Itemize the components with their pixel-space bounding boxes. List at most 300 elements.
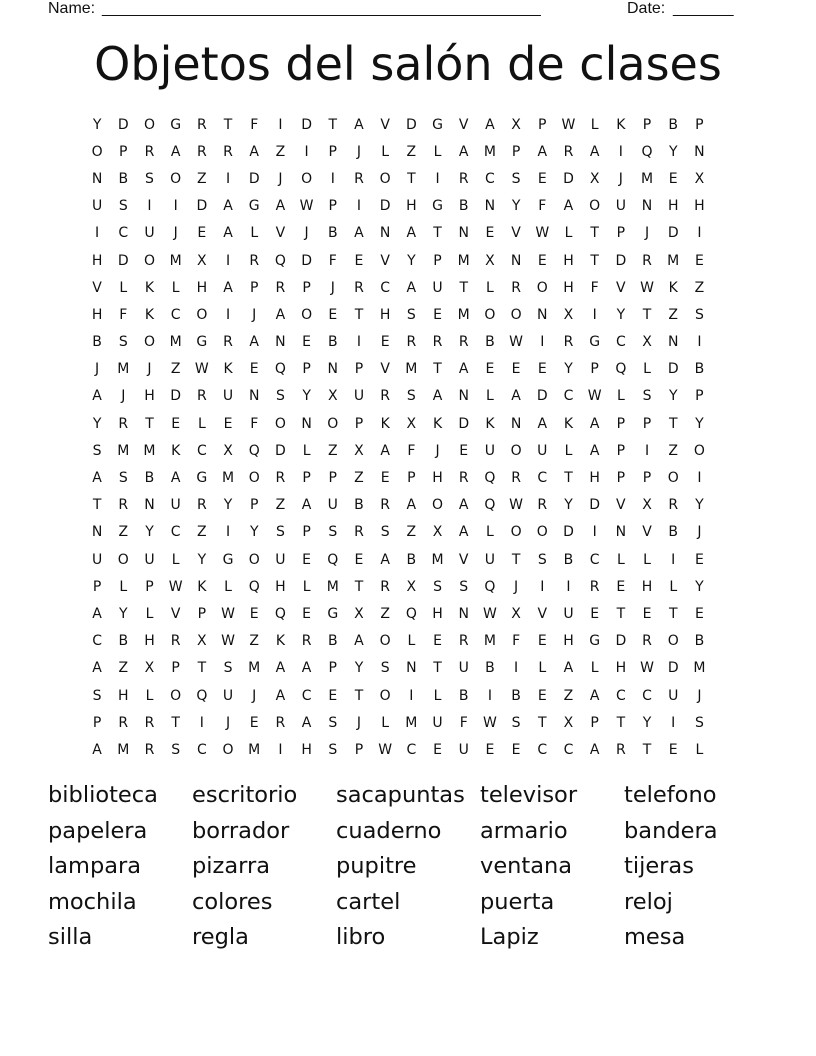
grid-cell[interactable]: T bbox=[642, 741, 652, 758]
grid-cell[interactable]: N bbox=[91, 170, 103, 187]
grid-cell[interactable]: P bbox=[616, 470, 626, 487]
grid-cell[interactable]: R bbox=[589, 578, 600, 595]
grid-cell[interactable]: I bbox=[330, 170, 335, 187]
grid-cell[interactable]: O bbox=[432, 497, 444, 514]
grid-cell[interactable]: Z bbox=[118, 660, 129, 677]
grid-cell[interactable]: L bbox=[119, 578, 128, 595]
grid-cell[interactable]: Q bbox=[248, 442, 260, 459]
grid-cell[interactable]: R bbox=[144, 741, 155, 758]
grid-cell[interactable]: Z bbox=[668, 442, 679, 459]
grid-cell[interactable]: O bbox=[248, 470, 260, 487]
grid-cell[interactable]: D bbox=[615, 633, 627, 650]
grid-cell[interactable]: D bbox=[563, 170, 574, 187]
grid-cell[interactable]: E bbox=[485, 361, 495, 378]
grid-cell[interactable]: W bbox=[194, 361, 209, 378]
grid-cell[interactable]: S bbox=[328, 741, 338, 758]
grid-cell[interactable]: P bbox=[171, 660, 180, 677]
grid-cell[interactable]: M bbox=[431, 551, 444, 568]
grid-cell[interactable]: A bbox=[485, 116, 495, 133]
grid-cell[interactable]: S bbox=[511, 170, 521, 187]
grid-cell[interactable]: Q bbox=[484, 578, 496, 595]
grid-cell[interactable]: A bbox=[275, 687, 286, 704]
grid-cell[interactable]: K bbox=[171, 442, 181, 459]
grid-cell[interactable]: Y bbox=[145, 524, 154, 541]
grid-cell[interactable]: I bbox=[514, 660, 519, 677]
grid-cell[interactable]: E bbox=[694, 551, 704, 568]
grid-cell[interactable]: P bbox=[642, 470, 652, 487]
grid-cell[interactable]: O bbox=[222, 741, 234, 758]
grid-cell[interactable]: P bbox=[616, 415, 626, 432]
grid-cell[interactable]: O bbox=[510, 442, 522, 459]
grid-cell[interactable]: A bbox=[92, 605, 102, 622]
grid-cell[interactable]: N bbox=[275, 334, 286, 351]
grid-cell[interactable]: Q bbox=[615, 361, 627, 378]
grid-cell[interactable]: T bbox=[616, 714, 626, 731]
grid-cell[interactable]: Z bbox=[406, 143, 417, 160]
grid-cell[interactable]: V bbox=[458, 551, 469, 568]
grid-cell[interactable]: O bbox=[196, 306, 208, 323]
grid-cell[interactable]: U bbox=[484, 551, 496, 568]
grid-cell[interactable]: B bbox=[118, 170, 129, 187]
grid-cell[interactable]: C bbox=[589, 551, 600, 568]
grid-cell[interactable]: E bbox=[485, 225, 495, 242]
grid-cell[interactable]: T bbox=[407, 170, 416, 187]
grid-cell[interactable]: X bbox=[327, 388, 338, 405]
grid-cell[interactable]: X bbox=[642, 497, 652, 514]
grid-cell[interactable]: N bbox=[484, 198, 496, 215]
grid-cell[interactable]: R bbox=[249, 252, 260, 269]
grid-cell[interactable]: I bbox=[618, 143, 623, 160]
grid-cell[interactable]: I bbox=[225, 524, 231, 541]
grid-cell[interactable]: U bbox=[91, 551, 103, 568]
grid-cell[interactable]: X bbox=[694, 170, 705, 187]
grid-cell[interactable]: K bbox=[144, 306, 155, 323]
grid-cell[interactable]: H bbox=[432, 605, 443, 622]
grid-cell[interactable]: M bbox=[169, 334, 182, 351]
grid-cell[interactable]: B bbox=[327, 633, 338, 650]
grid-cell[interactable]: E bbox=[511, 741, 521, 758]
grid-cell[interactable]: E bbox=[380, 470, 390, 487]
grid-cell[interactable]: H bbox=[615, 660, 627, 677]
grid-cell[interactable]: L bbox=[486, 279, 494, 296]
grid-cell[interactable]: L bbox=[590, 116, 599, 133]
grid-cell[interactable]: P bbox=[538, 116, 547, 133]
grid-cell[interactable]: O bbox=[589, 198, 601, 215]
grid-cell[interactable]: L bbox=[564, 442, 573, 459]
grid-cell[interactable]: C bbox=[642, 687, 652, 704]
grid-cell[interactable]: R bbox=[642, 252, 652, 269]
grid-cell[interactable]: R bbox=[563, 334, 574, 351]
grid-cell[interactable]: V bbox=[380, 252, 390, 269]
grid-cell[interactable]: R bbox=[144, 143, 155, 160]
grid-cell[interactable]: O bbox=[379, 633, 391, 650]
grid-cell[interactable]: G bbox=[327, 605, 339, 622]
grid-cell[interactable]: E bbox=[354, 252, 364, 269]
grid-cell[interactable]: R bbox=[223, 143, 233, 160]
grid-cell[interactable]: L bbox=[145, 687, 154, 704]
grid-cell[interactable]: K bbox=[563, 415, 574, 432]
grid-cell[interactable]: U bbox=[432, 714, 443, 731]
grid-cell[interactable]: O bbox=[170, 170, 182, 187]
grid-cell[interactable]: D bbox=[405, 116, 417, 133]
grid-cell[interactable]: J bbox=[225, 714, 231, 731]
grid-cell[interactable]: H bbox=[118, 687, 129, 704]
grid-cell[interactable]: H bbox=[589, 470, 600, 487]
grid-cell[interactable]: H bbox=[144, 388, 155, 405]
grid-cell[interactable]: P bbox=[695, 116, 704, 133]
grid-cell[interactable]: Z bbox=[406, 524, 417, 541]
grid-cell[interactable]: F bbox=[407, 442, 416, 459]
grid-cell[interactable]: X bbox=[432, 524, 443, 541]
grid-cell[interactable]: I bbox=[356, 198, 362, 215]
grid-cell[interactable]: A bbox=[563, 198, 574, 215]
grid-cell[interactable]: L bbox=[564, 225, 573, 242]
grid-cell[interactable]: A bbox=[458, 143, 469, 160]
grid-cell[interactable]: L bbox=[407, 633, 416, 650]
grid-cell[interactable]: L bbox=[590, 660, 599, 677]
grid-cell[interactable]: X bbox=[563, 714, 574, 731]
grid-cell[interactable]: U bbox=[563, 605, 574, 622]
grid-cell[interactable]: R bbox=[380, 388, 391, 405]
grid-cell[interactable]: C bbox=[563, 741, 574, 758]
grid-cell[interactable]: T bbox=[590, 225, 599, 242]
grid-cell[interactable]: P bbox=[616, 225, 626, 242]
grid-cell[interactable]: W bbox=[221, 605, 235, 622]
grid-cell[interactable]: V bbox=[616, 279, 626, 296]
grid-cell[interactable]: I bbox=[225, 170, 231, 187]
grid-cell[interactable]: W bbox=[299, 198, 314, 215]
grid-cell[interactable]: A bbox=[301, 714, 312, 731]
grid-cell[interactable]: A bbox=[380, 551, 390, 568]
grid-cell[interactable]: V bbox=[380, 116, 390, 133]
grid-cell[interactable]: E bbox=[537, 170, 547, 187]
grid-cell[interactable]: I bbox=[592, 524, 597, 541]
grid-cell[interactable]: C bbox=[485, 170, 495, 187]
grid-cell[interactable]: R bbox=[406, 334, 417, 351]
grid-cell[interactable]: O bbox=[170, 687, 182, 704]
grid-cell[interactable]: Q bbox=[196, 687, 208, 704]
grid-cell[interactable]: O bbox=[379, 170, 391, 187]
grid-cell[interactable]: L bbox=[171, 551, 180, 568]
grid-cell[interactable]: S bbox=[459, 578, 469, 595]
grid-cell[interactable]: C bbox=[537, 470, 548, 487]
grid-cell[interactable]: M bbox=[326, 578, 339, 595]
grid-cell[interactable]: N bbox=[537, 306, 548, 323]
grid-cell[interactable]: E bbox=[537, 252, 547, 269]
grid-cell[interactable]: F bbox=[538, 198, 547, 215]
grid-cell[interactable]: J bbox=[121, 388, 126, 405]
grid-cell[interactable]: A bbox=[223, 225, 233, 242]
grid-cell[interactable]: J bbox=[95, 361, 100, 378]
grid-cell[interactable]: Y bbox=[302, 388, 311, 405]
grid-cell[interactable]: I bbox=[435, 170, 440, 187]
grid-cell[interactable]: I bbox=[304, 143, 309, 160]
grid-cell[interactable]: R bbox=[223, 334, 233, 351]
grid-cell[interactable]: X bbox=[144, 660, 155, 677]
grid-cell[interactable]: S bbox=[118, 470, 128, 487]
grid-cell[interactable]: S bbox=[433, 578, 442, 595]
grid-cell[interactable]: B bbox=[458, 198, 469, 215]
grid-cell[interactable]: E bbox=[433, 633, 442, 650]
grid-cell[interactable]: M bbox=[405, 714, 418, 731]
grid-cell[interactable]: P bbox=[407, 470, 416, 487]
grid-cell[interactable]: O bbox=[117, 551, 129, 568]
grid-cell[interactable]: D bbox=[196, 198, 208, 215]
grid-cell[interactable]: L bbox=[486, 524, 494, 541]
grid-cell[interactable]: P bbox=[302, 279, 311, 296]
grid-cell[interactable]: O bbox=[248, 551, 260, 568]
grid-cell[interactable]: Y bbox=[511, 198, 521, 215]
grid-cell[interactable]: R bbox=[354, 170, 364, 187]
grid-cell[interactable]: P bbox=[145, 578, 154, 595]
grid-cell[interactable]: Q bbox=[641, 143, 653, 160]
grid-cell[interactable]: I bbox=[644, 442, 650, 459]
grid-cell[interactable]: Q bbox=[274, 605, 286, 622]
grid-cell[interactable]: E bbox=[694, 605, 704, 622]
grid-cell[interactable]: X bbox=[563, 306, 574, 323]
grid-cell[interactable]: P bbox=[616, 442, 626, 459]
grid-cell[interactable]: S bbox=[145, 170, 154, 187]
grid-cell[interactable]: X bbox=[197, 633, 207, 650]
grid-cell[interactable]: L bbox=[302, 442, 311, 459]
grid-cell[interactable]: E bbox=[511, 361, 521, 378]
grid-cell[interactable]: R bbox=[563, 143, 574, 160]
grid-cell[interactable]: U bbox=[170, 497, 181, 514]
grid-cell[interactable]: J bbox=[435, 442, 440, 459]
grid-cell[interactable]: R bbox=[196, 497, 207, 514]
grid-cell[interactable]: H bbox=[641, 578, 653, 595]
grid-cell[interactable]: B bbox=[458, 687, 469, 704]
grid-cell[interactable]: M bbox=[143, 442, 156, 459]
grid-cell[interactable]: C bbox=[92, 633, 102, 650]
grid-cell[interactable]: G bbox=[589, 633, 601, 650]
grid-cell[interactable]: A bbox=[406, 279, 417, 296]
grid-cell[interactable]: P bbox=[249, 279, 259, 296]
grid-cell[interactable]: Z bbox=[668, 306, 679, 323]
grid-cell[interactable]: Y bbox=[249, 524, 259, 541]
grid-cell[interactable]: M bbox=[640, 170, 654, 187]
grid-cell[interactable]: L bbox=[538, 660, 547, 677]
grid-cell[interactable]: W bbox=[378, 741, 393, 758]
grid-cell[interactable]: L bbox=[643, 551, 651, 568]
grid-cell[interactable]: P bbox=[695, 388, 704, 405]
grid-cell[interactable]: Q bbox=[484, 497, 496, 514]
grid-cell[interactable]: E bbox=[380, 334, 390, 351]
grid-cell[interactable]: P bbox=[328, 198, 337, 215]
grid-cell[interactable]: T bbox=[171, 714, 180, 731]
grid-cell[interactable]: I bbox=[671, 551, 676, 568]
grid-cell[interactable]: A bbox=[458, 524, 469, 541]
grid-cell[interactable]: A bbox=[537, 143, 548, 160]
grid-cell[interactable]: B bbox=[354, 497, 364, 514]
grid-cell[interactable]: R bbox=[511, 470, 521, 487]
grid-cell[interactable]: T bbox=[511, 551, 521, 568]
grid-cell[interactable]: P bbox=[302, 361, 311, 378]
grid-cell[interactable]: R bbox=[458, 470, 469, 487]
grid-cell[interactable]: N bbox=[406, 660, 417, 677]
grid-cell[interactable]: E bbox=[354, 551, 364, 568]
grid-cell[interactable]: K bbox=[144, 279, 155, 296]
grid-cell[interactable]: P bbox=[433, 252, 442, 269]
grid-cell[interactable]: P bbox=[354, 415, 364, 432]
grid-cell[interactable]: A bbox=[589, 687, 600, 704]
grid-cell[interactable]: F bbox=[459, 714, 468, 731]
grid-cell[interactable]: T bbox=[538, 714, 547, 731]
grid-cell[interactable]: M bbox=[117, 442, 130, 459]
grid-cell[interactable]: B bbox=[511, 687, 521, 704]
grid-cell[interactable]: B bbox=[485, 334, 495, 351]
grid-cell[interactable]: H bbox=[275, 578, 286, 595]
grid-cell[interactable]: A bbox=[92, 470, 102, 487]
grid-cell[interactable]: N bbox=[458, 605, 469, 622]
grid-cell[interactable]: Q bbox=[327, 551, 339, 568]
grid-cell[interactable]: T bbox=[354, 687, 364, 704]
grid-cell[interactable]: S bbox=[380, 524, 390, 541]
grid-cell[interactable]: A bbox=[511, 388, 521, 405]
grid-cell[interactable]: L bbox=[119, 279, 128, 296]
grid-cell[interactable]: K bbox=[485, 415, 495, 432]
grid-cell[interactable]: A bbox=[275, 306, 286, 323]
grid-cell[interactable]: T bbox=[590, 252, 599, 269]
grid-cell[interactable]: A bbox=[301, 660, 312, 677]
grid-cell[interactable]: I bbox=[278, 741, 283, 758]
grid-cell[interactable]: S bbox=[694, 714, 704, 731]
grid-cell[interactable]: A bbox=[406, 497, 417, 514]
grid-cell[interactable]: A bbox=[92, 741, 102, 758]
grid-cell[interactable]: U bbox=[432, 279, 443, 296]
grid-cell[interactable]: U bbox=[458, 741, 469, 758]
grid-cell[interactable]: I bbox=[225, 252, 231, 269]
grid-cell[interactable]: A bbox=[92, 660, 102, 677]
grid-cell[interactable]: D bbox=[248, 170, 260, 187]
grid-cell[interactable]: T bbox=[145, 415, 154, 432]
grid-cell[interactable]: D bbox=[117, 116, 129, 133]
grid-cell[interactable]: W bbox=[482, 605, 497, 622]
grid-cell[interactable]: U bbox=[222, 388, 234, 405]
grid-cell[interactable]: W bbox=[640, 660, 654, 677]
grid-cell[interactable]: T bbox=[354, 578, 364, 595]
grid-cell[interactable]: X bbox=[223, 442, 233, 459]
grid-cell[interactable]: C bbox=[615, 334, 626, 351]
grid-cell[interactable]: A bbox=[406, 225, 417, 242]
grid-cell[interactable]: B bbox=[406, 551, 417, 568]
grid-cell[interactable]: J bbox=[514, 578, 519, 595]
grid-cell[interactable]: S bbox=[694, 306, 704, 323]
grid-cell[interactable]: N bbox=[458, 225, 469, 242]
grid-cell[interactable]: Y bbox=[407, 252, 416, 269]
grid-cell[interactable]: L bbox=[381, 143, 390, 160]
grid-cell[interactable]: G bbox=[589, 334, 601, 351]
grid-cell[interactable]: S bbox=[380, 660, 390, 677]
grid-cell[interactable]: A bbox=[275, 660, 286, 677]
grid-cell[interactable]: W bbox=[482, 714, 497, 731]
grid-cell[interactable]: S bbox=[406, 388, 416, 405]
grid-cell[interactable]: I bbox=[173, 198, 178, 215]
grid-cell[interactable]: G bbox=[196, 470, 208, 487]
grid-cell[interactable]: L bbox=[224, 578, 232, 595]
grid-cell[interactable]: W bbox=[509, 497, 524, 514]
grid-cell[interactable]: T bbox=[223, 116, 233, 133]
grid-cell[interactable]: I bbox=[540, 578, 545, 595]
grid-cell[interactable]: I bbox=[697, 470, 702, 487]
grid-cell[interactable]: P bbox=[328, 143, 337, 160]
grid-cell[interactable]: U bbox=[668, 687, 679, 704]
grid-cell[interactable]: N bbox=[615, 524, 627, 541]
grid-cell[interactable]: H bbox=[379, 306, 391, 323]
grid-cell[interactable]: P bbox=[328, 660, 337, 677]
grid-cell[interactable]: Q bbox=[484, 470, 496, 487]
grid-cell[interactable]: E bbox=[328, 687, 338, 704]
grid-cell[interactable]: X bbox=[354, 442, 364, 459]
grid-cell[interactable]: K bbox=[275, 633, 285, 650]
grid-cell[interactable]: E bbox=[302, 605, 312, 622]
grid-cell[interactable]: H bbox=[196, 279, 208, 296]
grid-cell[interactable]: A bbox=[354, 633, 364, 650]
grid-cell[interactable]: Y bbox=[616, 306, 626, 323]
grid-cell[interactable]: N bbox=[641, 198, 653, 215]
grid-cell[interactable]: N bbox=[248, 388, 260, 405]
grid-cell[interactable]: R bbox=[380, 578, 391, 595]
grid-cell[interactable]: A bbox=[223, 198, 233, 215]
grid-cell[interactable]: R bbox=[144, 714, 155, 731]
grid-cell[interactable]: Z bbox=[275, 497, 286, 514]
grid-cell[interactable]: X bbox=[197, 252, 207, 269]
grid-cell[interactable]: A bbox=[563, 660, 574, 677]
grid-cell[interactable]: X bbox=[406, 415, 417, 432]
grid-cell[interactable]: I bbox=[671, 714, 676, 731]
grid-cell[interactable]: H bbox=[301, 741, 312, 758]
grid-cell[interactable]: A bbox=[380, 442, 390, 459]
grid-cell[interactable]: C bbox=[380, 279, 391, 296]
grid-cell[interactable]: J bbox=[252, 306, 257, 323]
grid-cell[interactable]: E bbox=[302, 551, 312, 568]
grid-cell[interactable]: R bbox=[511, 279, 521, 296]
grid-cell[interactable]: R bbox=[354, 279, 364, 296]
grid-cell[interactable]: D bbox=[170, 388, 182, 405]
grid-cell[interactable]: E bbox=[642, 605, 652, 622]
grid-cell[interactable]: E bbox=[616, 578, 626, 595]
grid-cell[interactable]: V bbox=[92, 279, 102, 296]
grid-cell[interactable]: H bbox=[432, 470, 443, 487]
grid-cell[interactable]: M bbox=[248, 660, 261, 677]
grid-cell[interactable]: P bbox=[590, 361, 599, 378]
grid-cell[interactable]: L bbox=[486, 388, 494, 405]
grid-cell[interactable]: U bbox=[144, 551, 155, 568]
grid-cell[interactable]: D bbox=[458, 415, 470, 432]
grid-cell[interactable]: F bbox=[250, 116, 259, 133]
grid-cell[interactable]: N bbox=[694, 143, 705, 160]
grid-cell[interactable]: Q bbox=[274, 361, 286, 378]
grid-cell[interactable]: T bbox=[433, 361, 442, 378]
grid-cell[interactable]: B bbox=[327, 334, 338, 351]
grid-cell[interactable]: I bbox=[199, 714, 204, 731]
grid-cell[interactable]: T bbox=[433, 225, 442, 242]
grid-cell[interactable]: P bbox=[92, 578, 102, 595]
grid-cell[interactable]: I bbox=[697, 334, 702, 351]
grid-cell[interactable]: O bbox=[667, 470, 679, 487]
grid-cell[interactable]: D bbox=[589, 497, 601, 514]
grid-cell[interactable]: A bbox=[249, 143, 259, 160]
grid-cell[interactable]: T bbox=[642, 306, 652, 323]
grid-cell[interactable]: A bbox=[589, 143, 600, 160]
grid-cell[interactable]: J bbox=[356, 714, 362, 731]
grid-cell[interactable]: I bbox=[95, 225, 100, 242]
grid-cell[interactable]: Y bbox=[695, 415, 704, 432]
grid-cell[interactable]: Q bbox=[405, 605, 417, 622]
grid-cell[interactable]: O bbox=[274, 415, 286, 432]
grid-cell[interactable]: K bbox=[668, 279, 678, 296]
grid-cell[interactable]: R bbox=[458, 170, 469, 187]
